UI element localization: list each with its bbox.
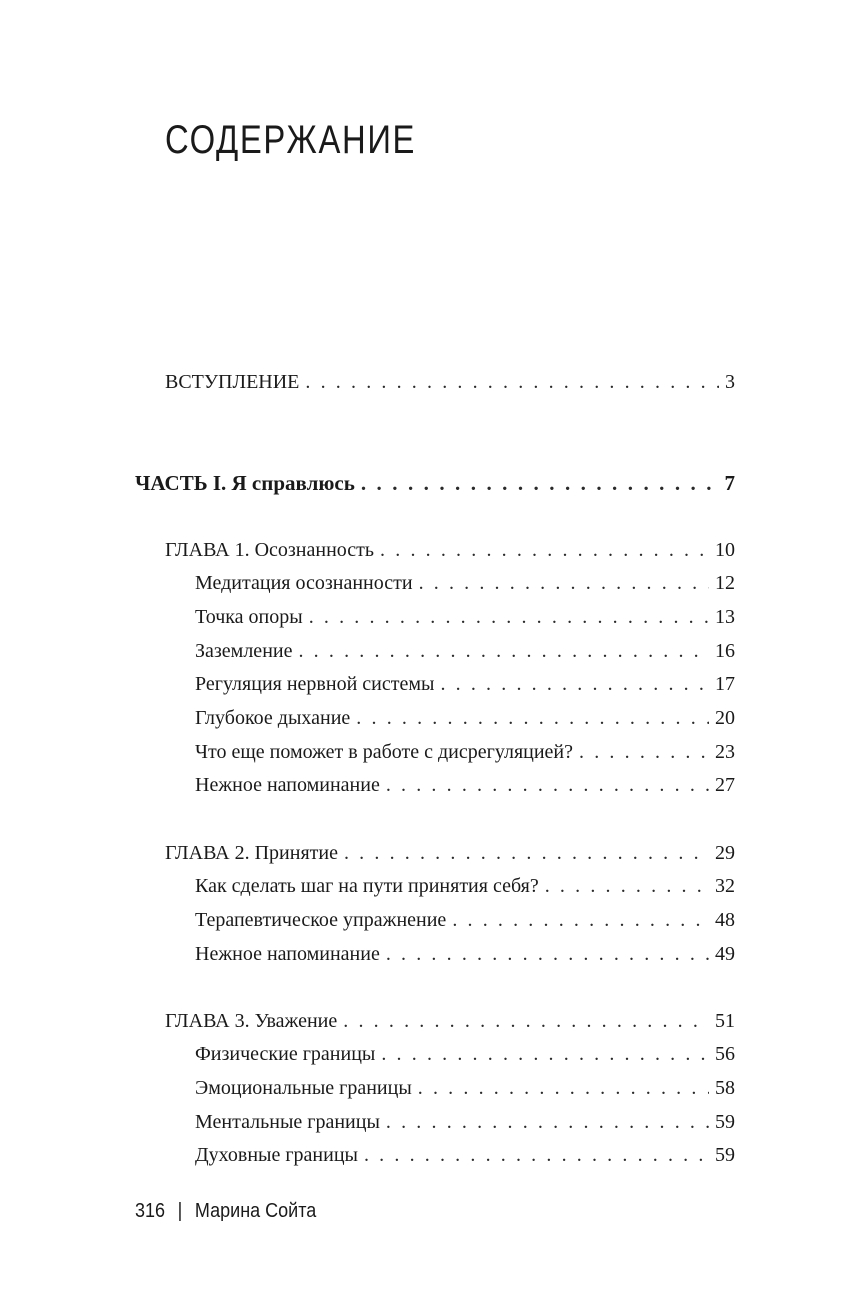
toc-entry-label: Терапевтическое упражнение	[195, 909, 447, 931]
toc-entry-label: Эмоциональные границы	[195, 1077, 412, 1099]
toc-leader-dots	[344, 839, 709, 867]
toc-entry-section[interactable]	[195, 771, 735, 799]
toc-entry-label: Нежное напоминание	[195, 943, 380, 965]
toc-leader-dots	[380, 536, 709, 564]
toc-entry-section[interactable]	[195, 872, 735, 900]
toc-page-number: 23	[715, 741, 735, 763]
toc-entry-label: ГЛАВА 2. Принятие	[165, 842, 338, 864]
toc-leader-dots	[386, 771, 709, 799]
toc-leader-dots	[309, 603, 709, 631]
toc-page-number: 12	[715, 572, 735, 594]
toc-entry-label: ГЛАВА 1. Осознанность	[165, 539, 375, 561]
toc-page-number: 20	[715, 707, 735, 729]
toc-entry-label: Медитация осознанности	[195, 572, 413, 594]
toc-page-number: 56	[715, 1043, 735, 1065]
toc-leader-dots	[440, 670, 709, 698]
toc-entry-label: Физические границы	[195, 1043, 376, 1065]
toc-entry-section[interactable]	[195, 906, 735, 934]
toc-page-number: 59	[715, 1111, 735, 1133]
toc-leader-dots	[356, 704, 709, 732]
toc-entry-section[interactable]	[195, 1074, 735, 1102]
toc-entry-label: Ментальные границы	[195, 1111, 380, 1133]
toc-entry-label: Заземление	[195, 640, 293, 662]
toc-entry-section[interactable]	[195, 704, 735, 732]
toc-entry-part-1[interactable]	[135, 469, 735, 497]
toc-entry-label: ГЛАВА 3. Уважение	[165, 1010, 338, 1032]
toc-entry-section[interactable]	[195, 1040, 735, 1068]
toc-page-number: 49	[715, 943, 735, 965]
toc-entry-chapter-3[interactable]	[165, 1007, 735, 1035]
toc-entry-label: Глубокое дыхание	[195, 707, 351, 729]
toc-page-number: 51	[715, 1010, 735, 1032]
toc-leader-dots	[419, 569, 709, 597]
toc-entry-label: ЧАСТЬ I. Я справлюсь	[135, 471, 355, 495]
toc-leader-dots	[452, 906, 709, 934]
toc-entry-section[interactable]	[195, 738, 735, 766]
toc-entry-section[interactable]	[195, 569, 735, 597]
toc-leader-dots	[364, 1141, 709, 1169]
toc-entry-label: Регуляция нервной системы	[195, 673, 435, 695]
toc-entry-section[interactable]	[195, 940, 735, 968]
toc-leader-dots	[305, 368, 719, 396]
toc-page-number: 16	[715, 640, 735, 662]
toc-leader-dots	[361, 469, 719, 497]
toc-page-number: 10	[715, 539, 735, 561]
page-footer	[135, 1200, 316, 1223]
toc-entry-label: Как сделать шаг на пути принятия себя?	[195, 875, 539, 897]
toc-leader-dots	[579, 738, 709, 766]
toc-page-number: 59	[715, 1144, 735, 1166]
toc-entry-chapter-1[interactable]	[165, 536, 735, 564]
toc-page-number: 48	[715, 909, 735, 931]
toc-leader-dots	[386, 940, 709, 968]
toc-page-number: 29	[715, 842, 735, 864]
toc-page-number: 3	[725, 371, 735, 393]
toc-entry-section[interactable]	[195, 637, 735, 665]
toc-leader-dots	[381, 1040, 709, 1068]
toc-entry-chapter-2[interactable]	[165, 839, 735, 867]
toc-leader-dots	[298, 637, 709, 665]
toc-leader-dots	[418, 1074, 709, 1102]
toc-page-number: 27	[715, 774, 735, 796]
toc-entry-label: Духовные границы	[195, 1144, 358, 1166]
toc-page-number: 17	[715, 673, 735, 695]
footer-page-number: 316	[135, 1200, 166, 1222]
toc-page-number: 13	[715, 606, 735, 628]
toc-entry-section[interactable]	[195, 670, 735, 698]
toc-entry-label: Что еще поможет в работе с дисрегуляцией?	[195, 741, 574, 763]
toc-entry-intro[interactable]	[165, 368, 735, 396]
toc-leader-dots	[343, 1007, 709, 1035]
toc-entry-label: Точка опоры	[195, 606, 303, 628]
toc-entry-section[interactable]	[195, 1108, 735, 1136]
toc-leader-dots	[386, 1108, 709, 1136]
footer-author: Марина Сойта	[194, 1200, 317, 1222]
toc-page-number: 58	[715, 1077, 735, 1099]
toc-leader-dots	[545, 872, 709, 900]
toc-entry-label: Нежное напоминание	[195, 774, 380, 796]
footer-separator: |	[177, 1200, 183, 1222]
toc-entry-label: ВСТУПЛЕНИЕ	[165, 371, 300, 393]
toc-page-number: 7	[724, 471, 735, 495]
page-title: СОДЕРЖАНИЕ	[165, 118, 417, 162]
toc-page-number: 32	[715, 875, 735, 897]
toc-entry-section[interactable]	[195, 1141, 735, 1169]
toc-entry-section[interactable]	[195, 603, 735, 631]
